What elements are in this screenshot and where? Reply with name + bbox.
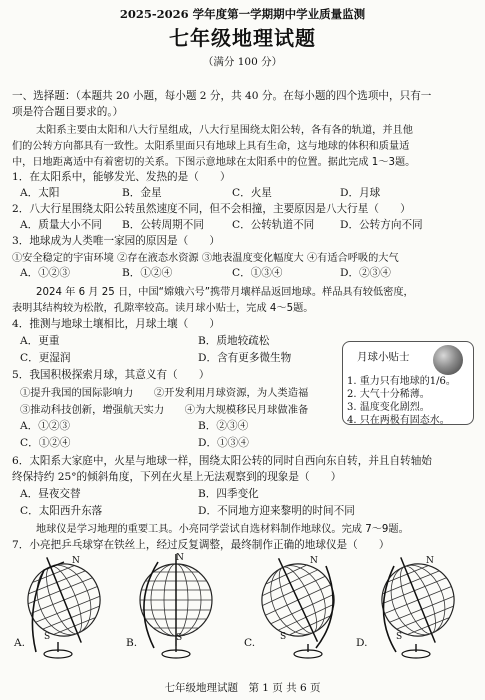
q2-option-c[interactable]: C．公转轨道不同 (232, 219, 315, 231)
q7-option-b[interactable]: B. (126, 637, 138, 649)
q1-option-d[interactable]: D．月球 (340, 187, 381, 199)
page-footer: 七年级地理试题 第 1 页 共 6 页 (164, 682, 321, 694)
q2-option-b[interactable]: B．公转周期不同 (122, 219, 204, 231)
passage-line: 们的公转方向都具有一致性。太阳系里面只有地球上具有生命，这与地球的体积和质量适 (12, 141, 410, 152)
question-1-stem: 1．在太阳系中，能够发光、发热的是（ ） (12, 171, 231, 183)
q6-option-b[interactable]: B．四季变化 (198, 488, 259, 500)
q3-option-a[interactable]: A．①②③ (20, 267, 71, 279)
q5-statements: ③推动科技创新，增强航天实力 ④为大规模移民月球做准备 (20, 404, 309, 416)
moon-tip-line: 3. 温度变化剧烈。 (347, 402, 430, 413)
q7-option-c[interactable]: C. (244, 637, 256, 649)
q4-option-b[interactable]: B．质地较疏松 (198, 335, 270, 347)
question-7-stem: 7．小亮把乒乓球穿在铁丝上，经过反复调整，最终制作正确的地球仪是（ ） (12, 539, 390, 551)
q5-option-a[interactable]: A．①②③ (20, 420, 71, 432)
passage-line: 表明其结构较为松散，孔隙率较高。读月球小贴士，完成 4～5题。 (12, 303, 314, 314)
q7-option-a[interactable]: A. (14, 637, 26, 649)
moon-image (433, 345, 463, 375)
q6-option-a[interactable]: A．昼夜交替 (20, 488, 81, 500)
q5-option-d[interactable]: D．①③④ (198, 437, 249, 449)
question-5-stem: 5．我国积极探索月球，其意义有（ ） (12, 369, 210, 381)
north-label: N (426, 556, 434, 566)
q4-option-d[interactable]: D．含有更多微生物 (198, 352, 292, 364)
south-label: S (396, 632, 403, 642)
q6-option-d[interactable]: D．不同地方迎来黎明的时间不同 (198, 505, 355, 517)
q3-option-d[interactable]: D．②③④ (340, 267, 391, 279)
south-label: S (44, 632, 51, 642)
moon-tip-line: 1. 重力只有地球的1/6。 (347, 376, 456, 387)
q1-option-b[interactable]: B．金星 (122, 187, 162, 199)
south-label: S (280, 632, 287, 642)
q2-option-d[interactable]: D．公转方向不同 (340, 219, 423, 231)
passage-line: 2024 年 6 月 25 日，中国“嫦娥六号”携带月壤样品返回地球。样品具有较低密度， (36, 287, 414, 298)
q5-option-b[interactable]: B．②③④ (198, 420, 249, 432)
page-title: 七年级地理试题 (169, 26, 316, 50)
south-label: S (176, 633, 183, 643)
globe-d (367, 552, 468, 656)
q3-option-c[interactable]: C．①③④ (232, 267, 283, 279)
section-heading: 一、选择题：（本题共 20 小题，每小题 2 分，共 40 分。在每小题的四个选项中，只有一 (12, 90, 432, 102)
q3-option-b[interactable]: B．①②④ (122, 267, 173, 279)
passage-line: 太阳系主要由太阳和八大行星组成，八大行星围绕太阳公转，各有各的轨道，并且他 (36, 125, 413, 136)
moon-tip-line: 4. 只在两极有固态水。 (347, 415, 450, 426)
question-6-stem: 6．太阳系大家庭中，火星与地球一样，围绕太阳公转的同时自西向东自转，并且自转轴始 (12, 455, 432, 467)
question-4-stem: 4．推测与地球土壤相比，月球土壤（ ） (12, 318, 221, 330)
q7-option-d[interactable]: D. (356, 637, 368, 649)
q3-statements: ①安全稳定的宇宙环境 ②存在液态水资源 ③地表温度变化幅度大 ④有适合呼吸的大气 (12, 253, 399, 264)
q5-option-c[interactable]: C．①②④ (20, 437, 71, 449)
north-label: N (310, 556, 318, 566)
moon-tips-title: 月球小贴士 (357, 351, 410, 363)
q4-option-a[interactable]: A．更重 (20, 335, 60, 347)
globe-a (13, 552, 114, 656)
globe-c (246, 552, 350, 657)
q4-option-c[interactable]: C．更湿润 (20, 352, 71, 364)
q6-option-c[interactable]: C．太阳西升东落 (20, 505, 103, 517)
q2-option-a[interactable]: A．质量大小不同 (20, 219, 102, 231)
q1-option-c[interactable]: C．火星 (232, 187, 272, 199)
passage-line: 地球仪是学习地理的重要工具。小亮同学尝试自选材料制作地球仪。完成 7～9题。 (36, 524, 409, 535)
passage-line: 中，日地距离适中有着密切的关系。下图示意地球在太阳系中的位置。据此完成 1～3题。 (12, 157, 416, 168)
question-6-stem-cont: 终保持约 25°的倾斜角度，下列在火星上无法观察到的现象是（ ） (12, 471, 342, 483)
section-heading-cont: 项是符合题目要求的。） (12, 106, 124, 118)
exam-header: 2025-2026 学年度第一学期期中学业质量监测 (119, 7, 366, 21)
q1-option-a[interactable]: A．太阳 (20, 187, 60, 199)
question-3-stem: 3．地球成为人类唯一家园的原因是（ ） (12, 235, 221, 247)
moon-tips-box (342, 341, 474, 425)
q5-statements: ①提升我国的国际影响力 ②开发利用月球资源，为人类造福 (20, 387, 309, 399)
north-label: N (176, 553, 184, 563)
full-score: （满分 100 分） (202, 56, 283, 68)
question-2-stem: 2．八大行星围绕太阳公转虽然速度不同，但不会相撞，主要原因是八大行星（ ） (12, 203, 411, 215)
north-label: N (72, 556, 80, 566)
moon-tip-line: 2. 大气十分稀薄。 (347, 389, 430, 400)
